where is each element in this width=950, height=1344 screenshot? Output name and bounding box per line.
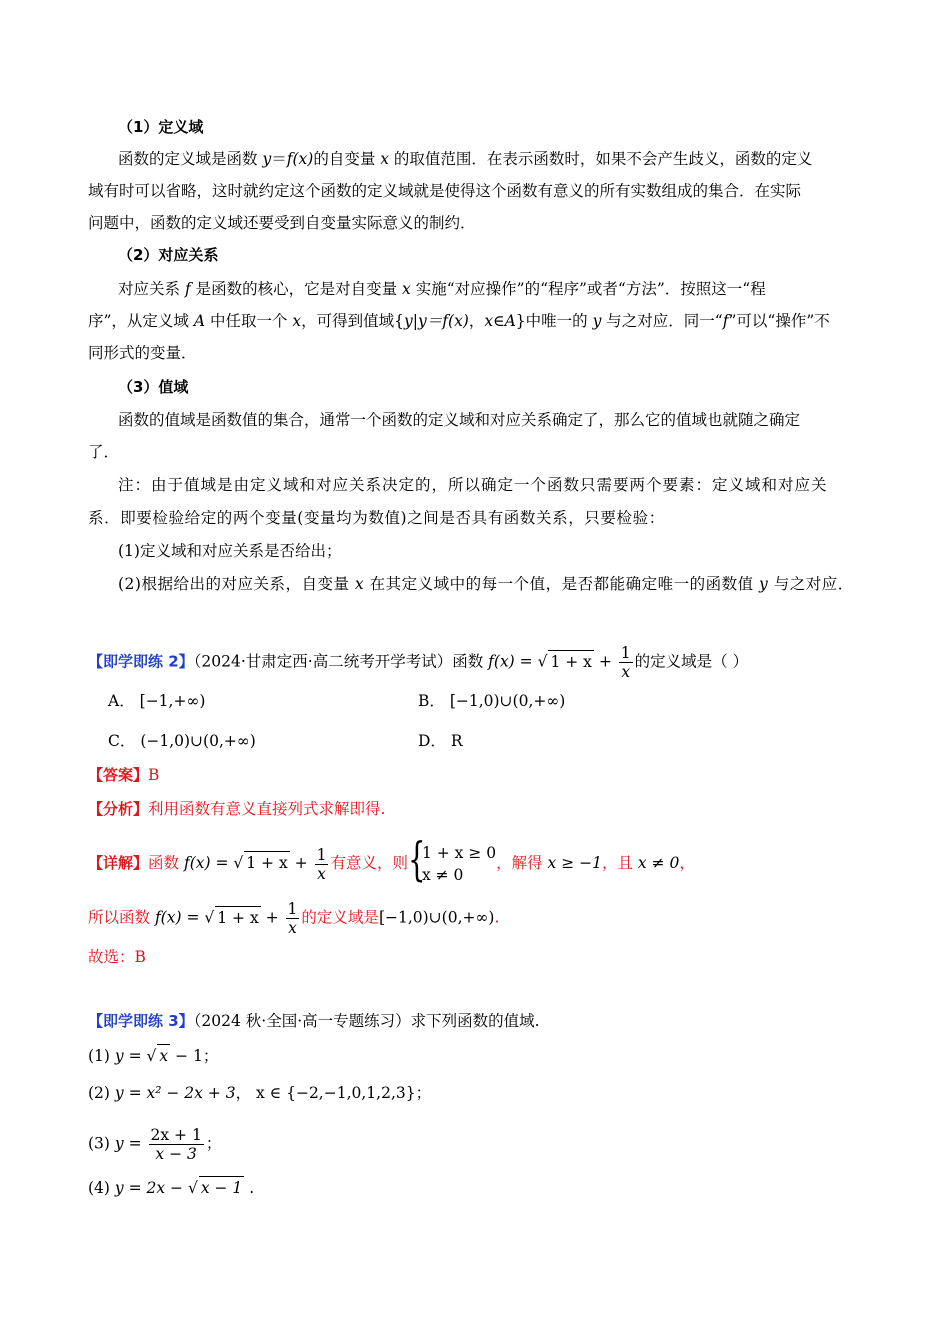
note-line-2: 系．即要检验给定的两个变量(变量均为数值)之间是否具有函数关系，只要检验：: [88, 509, 665, 527]
note-line-4: (2)根据给出的对应关系，自变量 x 在其定义域中的每一个值，是否都能确定唯一的函数值 y 与之对应．: [118, 575, 854, 593]
section-2-line-3: 同形式的变量．: [88, 344, 197, 362]
section-1-line-1: 函数的定义域是函数 y＝f(x)的自变量 x 的取值范围．在表示函数时，如果不会产生歧义，函数的定义: [118, 150, 813, 168]
condition-system: { 1 + x ≥ 0 x ≠ 0: [407, 832, 497, 886]
option-c[interactable]: C． (−1,0)∪(0,+∞): [108, 732, 256, 750]
option-a[interactable]: A． [−1,+∞): [108, 692, 206, 710]
section-1-line-2: 域有时可以省略，这时就约定这个函数的定义域就是使得这个函数有意义的所有实数组成的集合．在实际: [88, 182, 802, 200]
question-4: (4) y = 2x − √ x − 1 .: [88, 1176, 254, 1199]
section-2-title: （2）对应关系: [118, 246, 219, 264]
fraction-q3: $\frac{2x + 1}{x - 3}$: [150, 1126, 202, 1163]
question-2: (2) y = x² − 2x + 3， x ∈ {−2,−1,0,1,2,3}；: [88, 1084, 432, 1102]
analysis-line: 【分析】利用函数有意义直接列式求解即得.: [88, 800, 386, 818]
exercise-2-tag: 【即学即练 2】: [88, 652, 194, 671]
note-line-3: (1)定义域和对应关系是否给出；: [118, 542, 342, 560]
answer-line: 【答案】B: [88, 766, 160, 784]
choose-line: 故选：B: [88, 948, 146, 966]
option-b[interactable]: B． [−1,0)∪(0,+∞): [418, 692, 566, 710]
section-2-line-2: 序”，从定义域 A 中任取一个 x，可得到值域{y|y＝f(x)，x∈A}中唯一的 y 与之对应．同一“f”可以“操作”不: [88, 312, 830, 330]
question-1: (1) y = √ x − 1；: [88, 1044, 218, 1067]
fraction-1-over-x-detail: $\frac{1}{x}$: [316, 845, 327, 883]
exercise-2-prompt: 【即学即练 2】（2024·甘肃定西·高二统考开学考试）函数 f(x) = √ 1 + x + $\frac{1}{x}$ 的定义域是（ ）: [88, 644, 749, 681]
section-3-title: （3）值域: [118, 378, 189, 396]
exercise-3-tag: 【即学即练 3】: [88, 1012, 194, 1030]
note-line-1: 注：由于值域是由定义域和对应关系决定的，所以确定一个函数只需要两个要素：定义域和对应关: [118, 476, 828, 494]
section-1-title: （1）定义域: [118, 118, 204, 136]
question-3: (3) y = $\frac{2x + 1}{x - 3}$ ；: [88, 1126, 222, 1163]
section-2-line-1: 对应关系 f 是函数的核心，它是对自变量 x 实施“对应操作”的“程序”或者“方法”．按照这一“程: [118, 280, 766, 298]
fraction-1-over-x-conclusion: $\frac{1}{x}$: [287, 900, 298, 937]
section-3-line-2: 了．: [88, 443, 120, 461]
conclusion-line: 所以函数 f(x) = √ 1 + x + $\frac{1}{x}$ 的定义域是[−1,0)∪(0,+∞).: [88, 900, 500, 937]
detail-line: 【详解】函数 f(x) = √ 1 + x + $\frac{1}{x}$ 有意义，则 { 1 + x ≥ 0 x ≠ 0 ，解得 x ≥ −1，且 x ≠ 0，: [88, 832, 695, 886]
fraction-1-over-x: $\frac{1}{x}$: [620, 644, 631, 681]
exercise-3-prompt: 【即学即练 3】（2024 秋·全国·高一专题练习）求下列函数的值域.: [88, 1012, 540, 1030]
section-3-line-1: 函数的值域是函数值的集合，通常一个函数的定义域和对应关系确定了，那么它的值域也就随之确定: [118, 411, 801, 429]
section-1-line-3: 问题中，函数的定义域还要受到自变量实际意义的制约．: [88, 214, 476, 232]
option-d[interactable]: D． R: [418, 732, 463, 750]
